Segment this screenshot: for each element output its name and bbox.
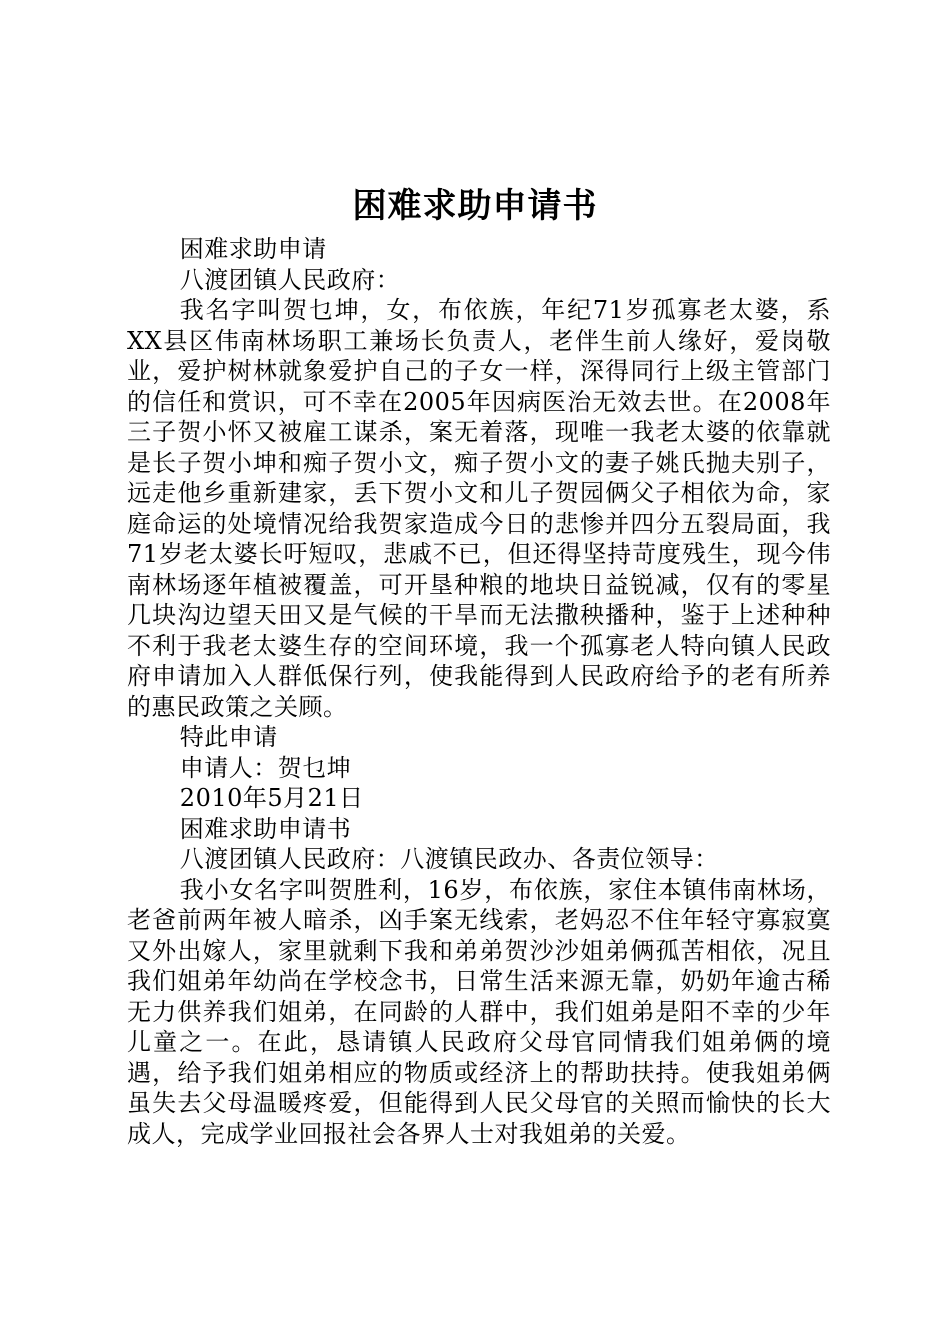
paragraph-first-letter-body: 我名字叫贺乜坤，女，布依族，年纪71岁孤寡老太婆，系XX县区伟南林场职工兼场长负责人，老伴生前人缘好，爱岗敬业，爱护树林就象爱护自己的子女一样，深得同行上级主管部门的信任和赏识，可不幸在2005年因病医治无效去世。在2008年三子贺小怀又被雇工谋杀，案无着落，现唯一我老太婆的依靠就是长子贺小坤和痴子贺小文，痴子贺小文的妻子姚氏抛夫别子，远走他乡重新建家，丢下贺小文和儿子贺园俩父子相依为命，家庭命运的处境情况给我贺家造成今日的悲惨并四分五裂局面，我71岁老太婆长吁短叹，悲戚不已，但还得坚持苛度残生，现今伟南林场逐年植被覆盖，可开垦种粮的地块日益锐减，仅有的零星几块沟边望天田又是气候的干旱而无法撒秧播种，鉴于上述种种不利于我老太婆生存的空间环境，我一个孤寡老人特向镇人民政府申请加入人群低保行列，使我能得到人民政府给予的老有所养的惠民政策之关顾。 bbox=[127, 296, 831, 721]
paragraph-closing: 特此申请 bbox=[179, 723, 278, 751]
paragraph-date: 2010年5月21日 bbox=[179, 784, 364, 812]
paragraph-second-heading: 困难求助申请书 bbox=[179, 814, 352, 843]
paragraph-applicant: 申请人：贺乜坤 bbox=[179, 753, 352, 782]
document-title: 困难求助申请书 bbox=[352, 186, 598, 226]
paragraph-second-letter-body: 我小女名字叫贺胜利，16岁，布依族，家住本镇伟南林场，老爸前两年被人暗杀，凶手案无线索，老妈忍不住年轻守寡寂寞又外出嫁人，家里就剩下我和弟弟贺沙沙姐弟俩孤苦相依，况且我们姐弟年幼尚在学校念书，日常生活来源无靠，奶奶年逾古稀无力供养我们姐弟，在同龄的人群中，我们姐弟是阳不幸的少年儿童之一。在此，恳请镇人民政府父母官同情我们姐弟俩的境遇，给予我们姐弟相应的物质或经济上的帮助扶持。使我姐弟俩虽失去父母温暖疼爱，但能得到人民父母官的关照而愉快的长大成人，完成学业回报社会各界人士对我姐弟的关爱。 bbox=[127, 875, 831, 1148]
paragraph-recipient: 八渡团镇人民政府： bbox=[179, 265, 401, 294]
document-body bbox=[127, 234, 831, 1149]
paragraph-second-recipient: 八渡团镇人民政府：八渡镇民政办、各责位领导： bbox=[179, 845, 719, 873]
paragraph-heading-application: 困难求助申请 bbox=[179, 235, 327, 263]
